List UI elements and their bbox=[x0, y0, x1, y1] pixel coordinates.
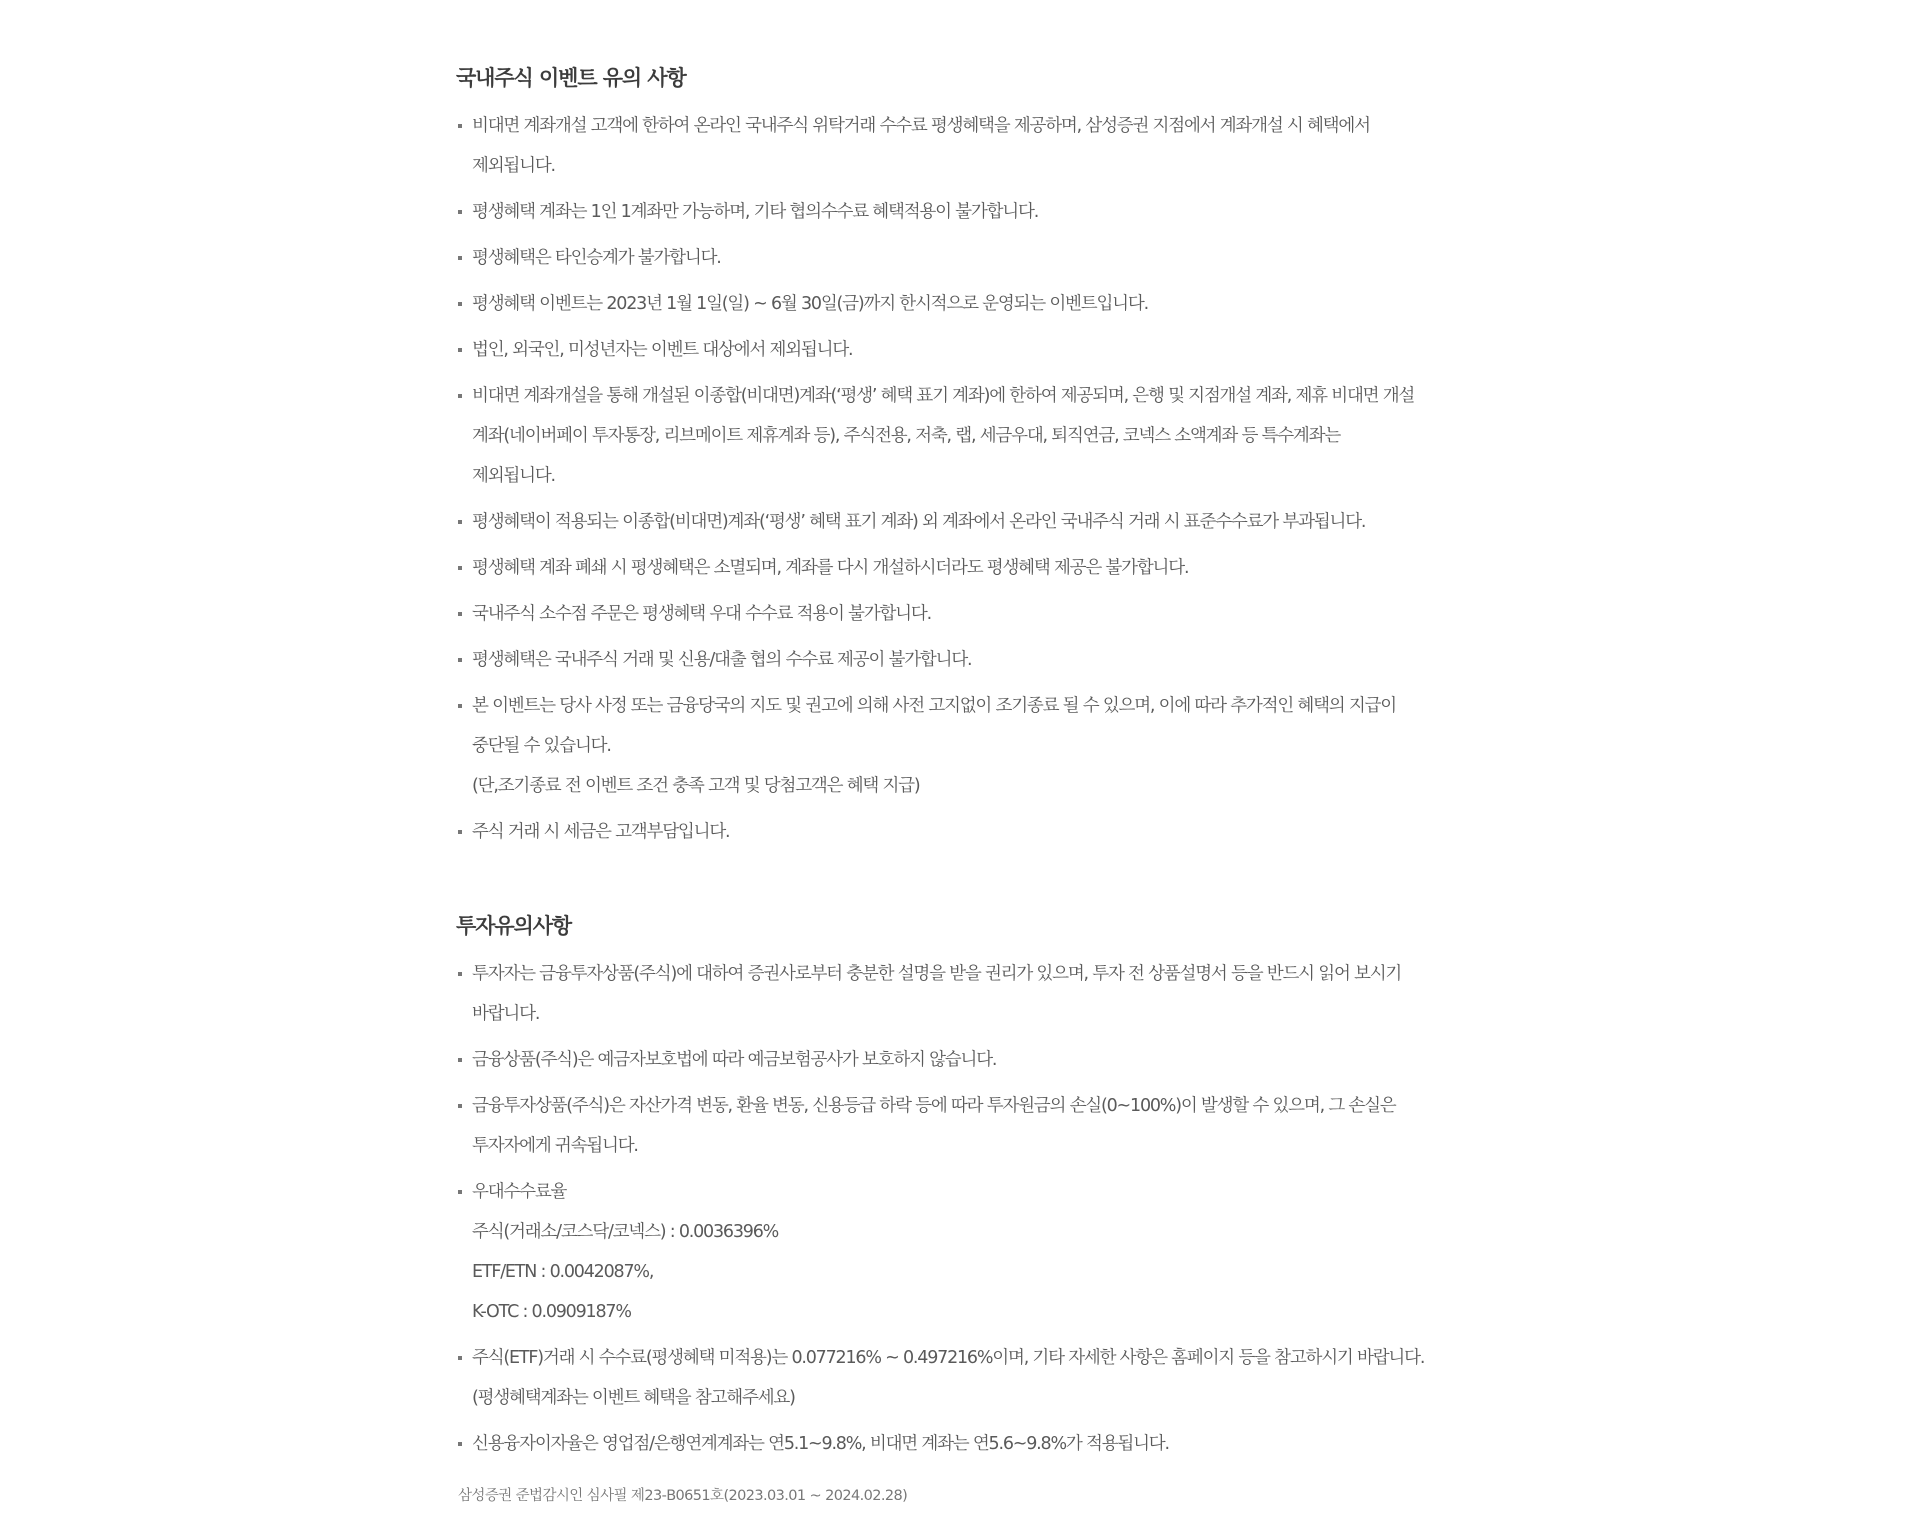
notice-content bbox=[456, 62, 1488, 1508]
notice-list bbox=[456, 106, 1488, 852]
notice-line: ETF/ETN : 0.0042087%, bbox=[472, 1262, 654, 1282]
notice-line: (단,조기종료 전 이벤트 조건 충족 고객 및 당첨고객은 혜택 지급) bbox=[472, 776, 920, 796]
notice-line: 주식(거래소/코스닥/코넥스) : 0.0036396% bbox=[472, 1222, 779, 1242]
notice-item bbox=[456, 954, 1488, 1034]
notice-item bbox=[456, 1040, 1488, 1080]
section-title: 투자유의사항 bbox=[456, 914, 572, 938]
notice-line: (평생혜택계좌는 이벤트 혜택을 참고해주세요) bbox=[472, 1388, 795, 1408]
notice-item bbox=[456, 502, 1488, 542]
notice-line: 금융상품(주식)은 예금자보호법에 따라 예금보험공사가 보호하지 않습니다. bbox=[472, 1050, 997, 1070]
domestic-stock-event-section bbox=[456, 62, 1488, 852]
notice-item bbox=[456, 1172, 1488, 1332]
notice-line: 계좌(네이버페이 투자통장, 리브메이트 제휴계좌 등), 주식전용, 저축, 랩, 세금우대, 퇴직연금, 코넥스 소액계좌 등 특수계좌는 bbox=[472, 426, 1341, 446]
notice-list bbox=[456, 954, 1488, 1464]
notice-item bbox=[456, 330, 1488, 370]
notice-line: 바랍니다. bbox=[472, 1004, 540, 1024]
notice-item bbox=[456, 686, 1488, 806]
notice-item bbox=[456, 1086, 1488, 1166]
notice-item bbox=[456, 376, 1488, 496]
notice-line: 주식 거래 시 세금은 고객부담입니다. bbox=[472, 822, 730, 842]
compliance-review-note: 삼성증권 준법감시인 심사필 제23-B0651호(2023.03.01 ~ 2024.02.28) bbox=[458, 1488, 908, 1504]
notice-item bbox=[456, 106, 1488, 186]
notice-item bbox=[456, 238, 1488, 278]
notice-line: 평생혜택 계좌는 1인 1계좌만 가능하며, 기타 협의수수료 혜택적용이 불가합니다. bbox=[472, 202, 1039, 222]
notice-line: 투자자는 금융투자상품(주식)에 대하여 증권사로부터 충분한 설명을 받을 권리가 있으며, 투자 전 상품설명서 등을 반드시 읽어 보시기 bbox=[472, 964, 1402, 984]
notice-line: 법인, 외국인, 미성년자는 이벤트 대상에서 제외됩니다. bbox=[472, 340, 853, 360]
notice-line: 국내주식 소수점 주문은 평생혜택 우대 수수료 적용이 불가합니다. bbox=[472, 604, 931, 624]
investment-notice-section bbox=[456, 910, 1488, 1464]
notice-line: 평생혜택 계좌 폐쇄 시 평생혜택은 소멸되며, 계좌를 다시 개설하시더라도 평생혜택 제공은 불가합니다. bbox=[472, 558, 1189, 578]
notice-line: 신용융자이자율은 영업점/은행연계계좌는 연5.1~9.8%, 비대면 계좌는 연5.6~9.8%가 적용됩니다. bbox=[472, 1434, 1169, 1454]
notice-item bbox=[456, 812, 1488, 852]
notice-item bbox=[456, 548, 1488, 588]
notice-line: 제외됩니다. bbox=[472, 466, 555, 486]
section-title: 국내주식 이벤트 유의 사항 bbox=[456, 66, 686, 90]
notice-line: K-OTC : 0.0909187% bbox=[472, 1302, 631, 1322]
notice-line: 중단될 수 있습니다. bbox=[472, 736, 611, 756]
notice-item bbox=[456, 640, 1488, 680]
notice-line: 비대면 계좌개설을 통해 개설된 이종합(비대면)계좌(‘평생’ 혜택 표기 계좌)에 한하여 제공되며, 은행 및 지점개설 계좌, 제휴 비대면 개설 bbox=[472, 386, 1415, 406]
notice-item bbox=[456, 1338, 1488, 1418]
notice-line: 주식(ETF)거래 시 수수료(평생혜택 미적용)는 0.077216% ~ 0.497216%이며, 기타 자세한 사항은 홈페이지 등을 참고하시기 바랍니다. bbox=[472, 1348, 1425, 1368]
notice-line: 평생혜택이 적용되는 이종합(비대면)계좌(‘평생’ 혜택 표기 계좌) 외 계좌에서 온라인 국내주식 거래 시 표준수수료가 부과됩니다. bbox=[472, 512, 1366, 532]
notice-line: 평생혜택은 타인승계가 불가합니다. bbox=[472, 248, 721, 268]
notice-line: 평생혜택은 국내주식 거래 및 신용/대출 협의 수수료 제공이 불가합니다. bbox=[472, 650, 972, 670]
notice-item bbox=[456, 1424, 1488, 1464]
notice-line: 본 이벤트는 당사 사정 또는 금융당국의 지도 및 권고에 의해 사전 고지없이 조기종료 될 수 있으며, 이에 따라 추가적인 혜택의 지급이 bbox=[472, 696, 1396, 716]
notice-item bbox=[456, 284, 1488, 324]
notice-line: 우대수수료율 bbox=[472, 1182, 567, 1202]
notice-line: 투자자에게 귀속됩니다. bbox=[472, 1136, 638, 1156]
notice-line: 평생혜택 이벤트는 2023년 1월 1일(일) ~ 6월 30일(금)까지 한시적으로 운영되는 이벤트입니다. bbox=[472, 294, 1148, 314]
notice-line: 금융투자상품(주식)은 자산가격 변동, 환율 변동, 신용등급 하락 등에 따라 투자원금의 손실(0~100%)이 발생할 수 있으며, 그 손실은 bbox=[472, 1096, 1396, 1116]
notice-item bbox=[456, 594, 1488, 634]
notice-line: 제외됩니다. bbox=[472, 156, 555, 176]
notice-line: 비대면 계좌개설 고객에 한하여 온라인 국내주식 위탁거래 수수료 평생혜택을 제공하며, 삼성증권 지점에서 계좌개설 시 혜택에서 bbox=[472, 116, 1370, 136]
notice-item bbox=[456, 192, 1488, 232]
